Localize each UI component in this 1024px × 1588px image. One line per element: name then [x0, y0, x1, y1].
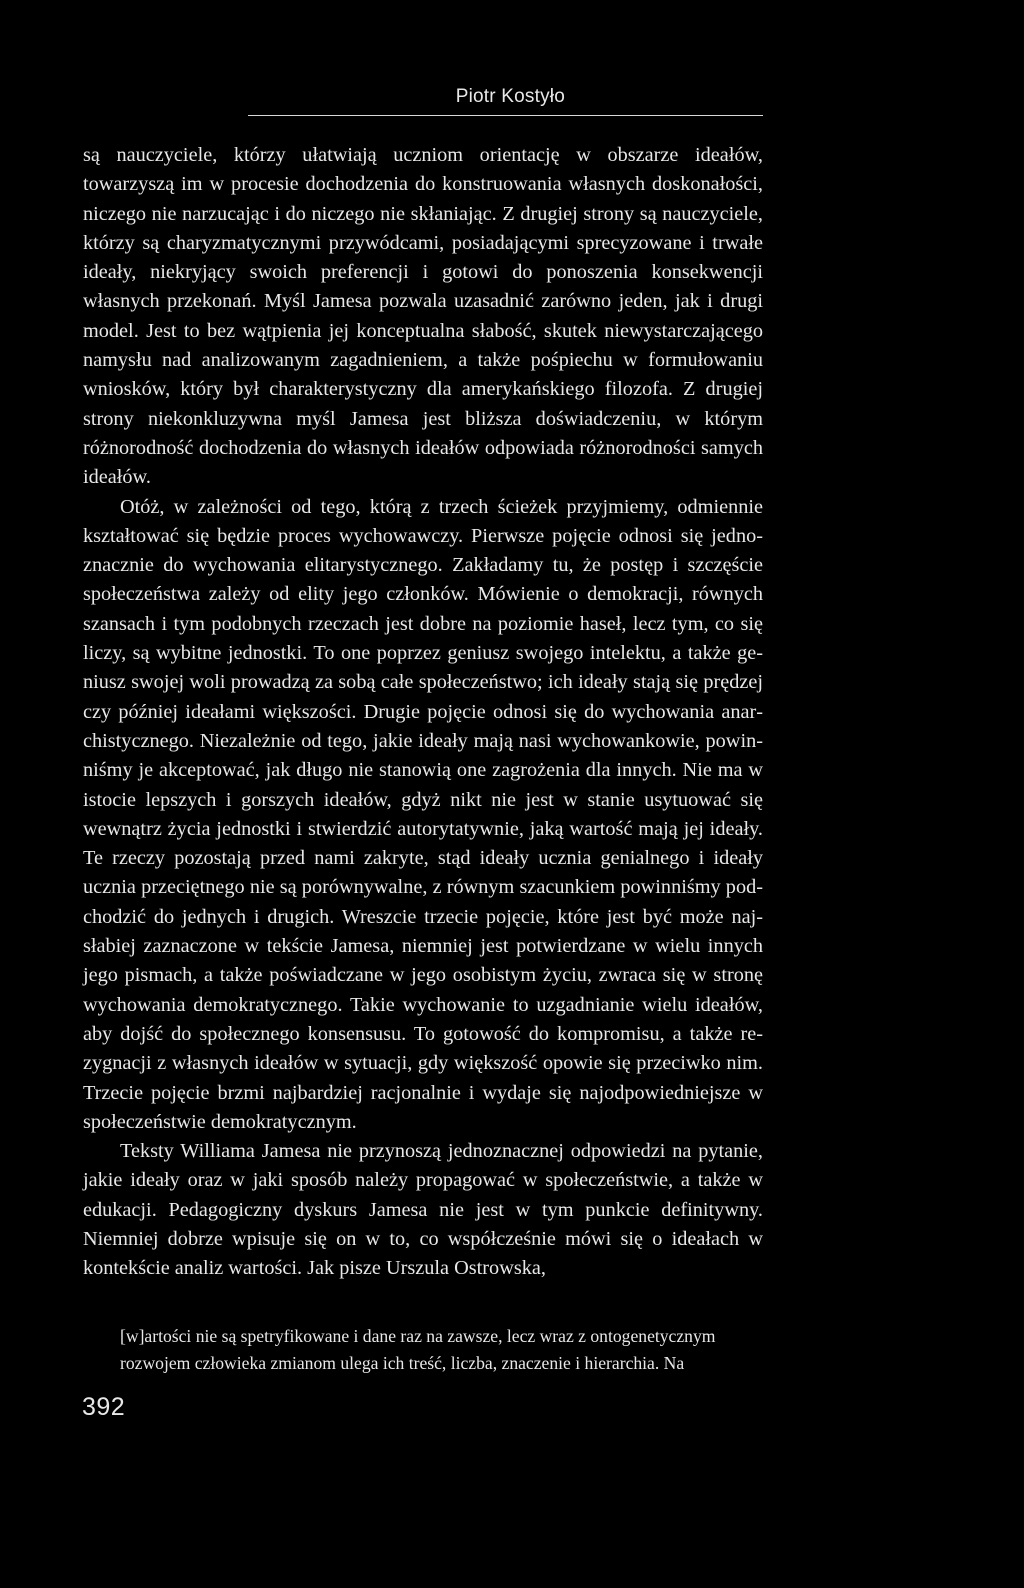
- header-author: Piotr Kostyło: [455, 86, 565, 107]
- body-text: [83, 141, 763, 1284]
- quote-line-2: rozwojem człowieka zmianom ulega ich treść, liczba, znaczenie i hierarchia. Na: [120, 1353, 685, 1373]
- block-quote: [120, 1323, 780, 1377]
- running-header: [248, 86, 763, 116]
- quote-line-1: [w]artości nie są spetryfikowane i dane raz na zawsze, lecz wraz z ontogenetycznym: [120, 1326, 716, 1346]
- paragraph-2: Otóż, w zależności od tego, którą z trzech ścieżek przyjmiemy, odmiennie kształtować się będzie proces wychowawczy. Pierwsze pojęcie odnosi się jednoznacznie do wychowania elitarystycznego. Zakładamy tu, że postęp i szczęście społeczeństwa zależy od elity jego członków. Mówienie o demokracji, równych szansach i tym podobnych rzeczach jest dobre na poziomie haseł, lecz tym, co się liczy, są wybitne jednostki. To one poprzez geniusz swojego intelektu, a także geniusz swojej woli prowadzą za sobą całe społeczeństwo; ich ideały stają się prędzej czy później ideałami większości. Drugie pojęcie odnosi się do wychowania anarchistycznego. Niezależnie od tego, jakie ideały mają nasi wychowankowie, powinniśmy je akceptować, jak długo nie stanowią one zagrożenia dla innych. Nie ma w istocie lepszych i gorszych ideałów, gdyż nikt nie jest w stanie usytuować się wewnątrz życia jednostki i stwierdzić autorytatywnie, jaką wartość mają jej ideały. Te rzeczy pozostają przed nami zakryte, stąd ideały ucznia genialnego i ideały ucznia przeciętnego nie są porównywalne, z równym szacunkiem powinniśmy podchodzić do jednych i drugich. Wreszcie trzecie pojęcie, które jest być może najsłabiej zaznaczone w tekście Jamesa, niemniej jest potwierdzane w wielu innych jego pismach, a także poświadczane w jego osobistym życiu, zwraca się w stronę wychowania demokratycznego. Takie wychowanie to uzgadnianie wielu ideałów, aby dojść do społecznego konsensusu. To gotowość do kompromisu, a także rezygnacji z własnych ideałów w sytuacji, gdy większość opowie się przeciwko nim. Trzecie pojęcie brzmi najbardziej racjonalnie i wydaje się najodpowiedniejsze w społeczeństwie demokratycznym.: [83, 495, 763, 1133]
- paragraph-1: są nauczyciele, którzy ułatwiają uczniom orientację w obszarze ideałów, towarzyszą im w procesie dochodzenia do konstruowania własnych doskonałości, niczego nie narzucając i do niczego nie skłaniając. Z drugiej strony są nauczyciele, którzy są charyzmatycznymi przywódcami, posiadającymi sprecyzowane i trwałe ideały, niekryjący swoich preferencji i gotowi do ponoszenia konsekwencji własnych przekonań. Myśl Jamesa pozwala uzasadnić zarówno jeden, jak i drugi model. Jest to bez wątpienia jej konceptualna słabość, skutek niewystarczającego namysłu nad analizowanym zagadnieniem, a także pośpiechu w formułowaniu wniosków, który był charakterystyczny dla amerykańskiego filozofa. Z drugiej strony niekonkluzywna myśl Jamesa jest bliższa doświadczeniu, w którym różnorodność dochodzenia do własnych ideałów odpowiada różnorodności samych ideałów.: [83, 144, 763, 489]
- paragraph-3: Teksty Williama Jamesa nie przynoszą jednoznacznej odpowiedzi na pytanie, jakie ideały oraz w jaki sposób należy propagować w społeczeństwie, a także w edukacji. Pedagogiczny dyskurs Jamesa nie jest w tym punkcie definitywny. Niemniej dobrze wpisuje się on w to, co współcześnie mówi się o ideałach w kontekście analiz wartości. Jak pisze Urszula Ostrowska,: [83, 1140, 763, 1280]
- page-number: 392: [82, 1393, 126, 1421]
